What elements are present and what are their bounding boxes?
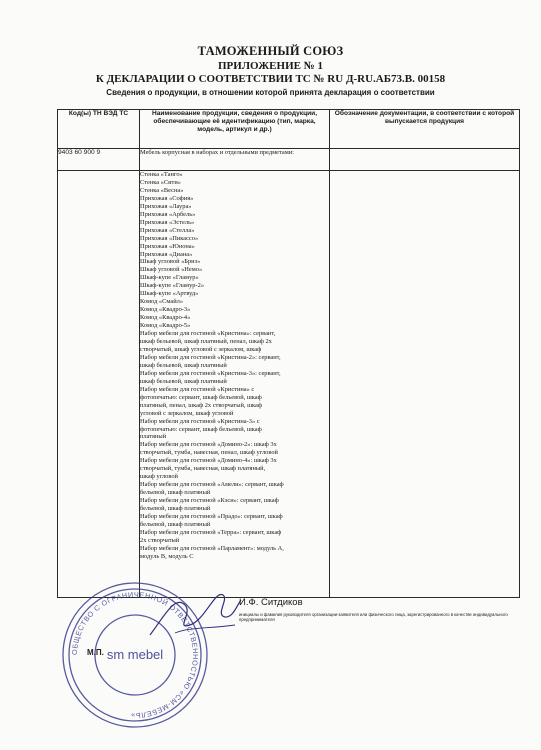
product-item: Комод «Смайл» (140, 298, 184, 306)
empty-documentation-cell (330, 171, 520, 598)
product-item: Стенка «Весна» (140, 186, 184, 194)
product-list (140, 171, 330, 598)
product-item: Набор мебели для гостиной «Кристина-3»: сервант, (140, 369, 281, 377)
product-item: Шкаф угловой «Немо» (140, 266, 203, 274)
product-item: Прихожая «Лаура» (140, 202, 192, 210)
signature-caption: инициалы и фамилия руководителя организации-заявителя или физического лица, зарегистрированного в качестве индивидуального предпринимателя (239, 612, 508, 623)
product-item: Набор мебели для гостиной «Амели»: сервант, шкаф (140, 481, 284, 489)
product-item: Набор мебели для гостиной «Кэси»: сервант, шкаф (140, 497, 279, 505)
product-item: шкаф угловой (140, 473, 178, 481)
product-item: Набор мебели для гостиной «Парламент»: модуль А, (140, 544, 284, 552)
product-item: бельевой, шкаф платяный (140, 520, 211, 528)
document-subtitle: Сведения о продукции, в отношении которой принята декларация о соответствии (106, 88, 435, 97)
product-item: Шкаф-купе «Гламур-2» (140, 282, 205, 290)
stamp-logo: sm mebel (106, 647, 164, 662)
product-item: Шкаф-купе «Артвуд» (140, 290, 199, 298)
product-item: створчатый, тумба, навесная, шкаф платяный, (140, 465, 266, 473)
product-item: Набор мебели для гостиной «Кристина» с (140, 385, 255, 393)
product-item: Набор мебели для гостиной «Кристина-3» с (140, 417, 260, 425)
product-item: бельевой, шкаф платяный (140, 505, 211, 513)
product-item: шкаф бельевой, шкаф платяный, пенал, шкаф 2х (140, 338, 272, 346)
product-item: платяный, пенал, шкаф 2х створчатый, шкаф (140, 401, 263, 409)
documentation-cell (330, 149, 520, 171)
stamp-mp: М.П. (87, 648, 104, 657)
product-item: створчатый, тумба, навесная, пенал, шкаф угловой (140, 449, 278, 457)
stamp-ring-text: ОБЩЕСТВО С ОГРАНИЧЕННОЙ ОТВЕТСТВЕННОСТЬЮ «СМ-МЕБЕЛЬ» (69, 589, 201, 721)
product-item: створчатый, шкаф угловой с зеркалом, шкаф (140, 345, 262, 353)
product-item: 2х створчатый (140, 536, 180, 544)
product-item: Прихожая «Арбель» (140, 210, 196, 218)
header-documentation: Обозначение документации, в соответствии с которой выпускается продукция (330, 110, 520, 149)
product-item: Набор мебели для гостиной «Домино-2»: шкаф 3х (140, 441, 277, 449)
product-item: Шкаф угловой «Бриз» (140, 258, 201, 266)
product-item: Набор мебели для гостиной «Кристина-2»: сервант, (140, 353, 281, 361)
product-item: фотопечатью: сервант, шкаф бельевой, шкаф (140, 425, 262, 433)
header-product-name: Наименование продукции, сведения о продукции, обеспечивающие её идентификацию (тип, марка, модель, артикул и др.) (140, 110, 330, 149)
product-item: фотопечатью: сервант, шкаф бельевой, шкаф (140, 393, 262, 401)
appendix-label: ПРИЛОЖЕНИЕ № 1 (217, 60, 324, 72)
declaration-number: К ДЕКЛАРАЦИИ О СООТВЕТСТВИИ ТС № RU Д-RU.АБ73.В. 00158 (95, 73, 446, 85)
product-item: Набор мебели для гостиной «Кристина»: сервант, (140, 330, 276, 338)
handwritten-signature (145, 585, 245, 645)
product-item: Комод «Квадро-3» (140, 306, 191, 314)
product-item: Набор мебели для гостиной «Терра»: сервант, шкаф (140, 528, 282, 536)
product-item: Прихожая «Стелла» (140, 226, 195, 234)
product-item: модуль В, модуль С (140, 552, 194, 560)
table-header-row (58, 110, 520, 149)
tnved-code: 9403 60 900 9 (58, 149, 140, 171)
header-code: Код(ы) ТН ВЭД ТС (58, 110, 140, 149)
product-item: платяный (140, 433, 167, 441)
empty-code-cell (58, 171, 140, 598)
signatory-name: И.Ф. Ситдиков (239, 597, 303, 608)
table-row (58, 149, 520, 171)
product-item: Прихожая «Пикассо» (140, 234, 199, 242)
product-item: Шкаф-купе «Гламур» (140, 274, 199, 282)
product-item: шкаф бельевой, шкаф платяный (140, 377, 227, 385)
product-item: Комод «Квадро-5» (140, 322, 191, 330)
products-table (57, 109, 520, 598)
product-item: Прихожая «Диана» (140, 250, 193, 258)
product-item: шкаф бельевой, шкаф платяный (140, 361, 227, 369)
product-item: угловой с зеркалом, шкаф угловой (140, 409, 234, 417)
product-item: Стенка «Танго» (140, 171, 183, 178)
table-row (58, 171, 520, 598)
product-item: бельевой, шкаф платяный (140, 489, 211, 497)
product-category: Мебель корпусная в наборах и отдельными предметами: (140, 149, 330, 171)
product-item: Стенка «Сити» (140, 178, 181, 186)
product-item: Прихожая «София» (140, 194, 194, 202)
document-title: ТАМОЖЕННЫЙ СОЮЗ (197, 44, 344, 58)
product-item: Комод «Квадро-4» (140, 314, 191, 322)
product-item: Набор мебели для гостиной «Домино-4»: шкаф 3х (140, 457, 277, 465)
product-item: Прихожая «Юнона» (140, 242, 195, 250)
product-item: Набор мебели для гостиной «Прадо»: сервант, шкаф (140, 512, 283, 520)
product-item: Прихожая «Эстель» (140, 218, 195, 226)
